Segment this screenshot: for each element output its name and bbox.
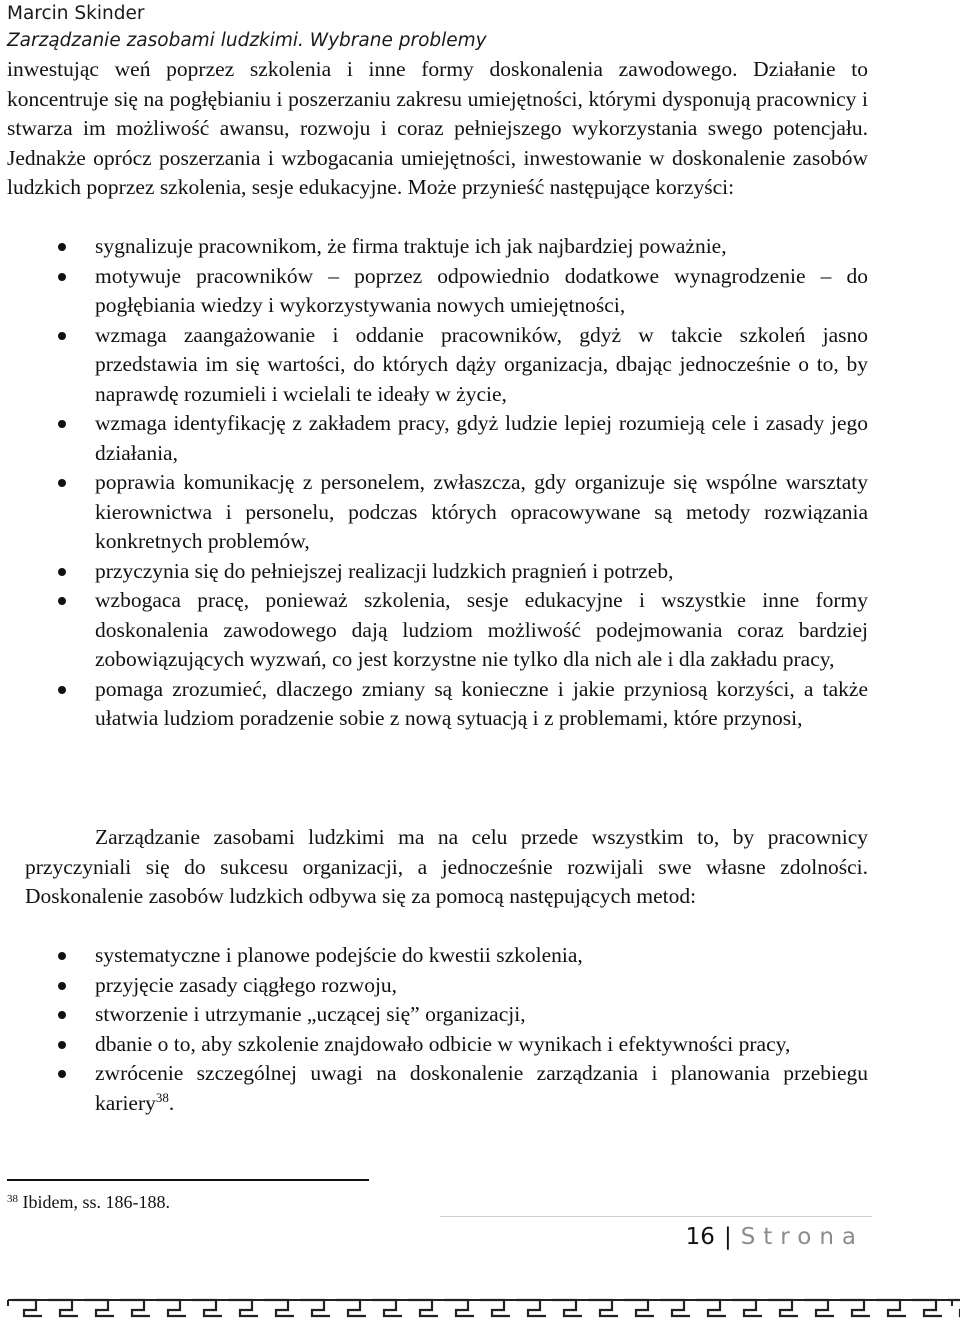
border-cell (876, 1300, 906, 1316)
border-cell (264, 1300, 294, 1316)
list-item-text: dbanie o to, aby szkolenie znajdowało odbicie w wynikach i efektywności pracy, (95, 1031, 791, 1056)
border-cell (408, 1300, 438, 1316)
list-item-text: przyjęcie zasady ciągłego rozwoju, (95, 972, 398, 997)
list-item-text: pomaga zrozumieć, dlaczego zmiany są konieczne i jakie przyniosą korzyści, a także ułatwia ludziom poradzenie sobie z nową sytuacją i z problemami, które przynosi, (95, 676, 868, 730)
list-item-end: . (168, 1090, 175, 1115)
list-item (0, 941, 868, 971)
bullet-icon (58, 1041, 66, 1049)
bullet-icon (58, 243, 66, 251)
page-number-value: 16 (685, 1224, 715, 1250)
footnote-reference[interactable]: 38 (155, 1089, 169, 1105)
border-cell (192, 1300, 222, 1316)
list-item (0, 321, 868, 410)
border-cell (732, 1300, 762, 1316)
border-cell (552, 1300, 582, 1316)
list-item (0, 1030, 868, 1060)
list-item (0, 1000, 868, 1030)
list-item (0, 232, 868, 262)
list-item-text: sygnalizuje pracownikom, że firma traktuje ich jak najbardziej poważnie, (95, 234, 727, 258)
bullet-icon (58, 332, 66, 340)
border-cells (12, 1300, 960, 1316)
list-item (0, 971, 868, 1001)
list-item (0, 586, 868, 675)
border-cell (372, 1300, 402, 1316)
list-item-text: motywuje pracowników – poprzez odpowiednio dodatkowe wynagrodzenie – do pogłębiania wiedzy i wykorzystywania nowych umiejętności, (95, 263, 868, 317)
list-item (0, 409, 868, 468)
border-cell (156, 1300, 186, 1316)
list-item (0, 1059, 868, 1118)
bullet-icon (58, 952, 66, 960)
list-item (0, 675, 868, 734)
list-item-text: wzbogaca pracę, ponieważ szkolenia, sesje edukacyjne i wszystkie inne formy doskonalenia zawodowego dają ludziom możliwość podejmowania coraz bardziej zobowiązujących wyzwań, co jest korzystne nie tylko dla nich ale i dla zakładu pracy, (95, 588, 868, 671)
methods-list (0, 941, 868, 1118)
border-cell (912, 1300, 942, 1316)
border-cell (768, 1300, 798, 1316)
border-cell (84, 1300, 114, 1316)
border-cell (336, 1300, 366, 1316)
border-cell (48, 1300, 78, 1316)
border-cell (840, 1300, 870, 1316)
list-item-text: przyczynia się do pełniejszej realizacji ludzkich pragnień i potrzeb, (95, 558, 674, 583)
border-cell (696, 1300, 726, 1316)
border-cell (120, 1300, 150, 1316)
page-number-label: Strona (740, 1224, 864, 1250)
footnote-divider (7, 1179, 369, 1181)
border-cell (948, 1300, 960, 1316)
border-cell (588, 1300, 618, 1316)
bullet-icon (58, 273, 66, 281)
footnote-number: 38 (7, 1193, 18, 1205)
body-paragraph-2: Zarządzanie zasobami ludzkimi ma na celu przede wszystkim to, by pracownicy przyczyniali się do sukcesu organizacji, a jednocześnie rozwijali swe własne zdolności. Doskonalenie zasobów ludzkich odbywa się za pomocą następujących metod: (25, 825, 868, 908)
bullet-icon (58, 1070, 66, 1078)
header-title: Zarządzanie zasobami ludzkimi. Wybrane problemy (7, 30, 487, 51)
list-item-text: systematyczne i planowe podejście do kwestii szkolenia, (95, 943, 583, 967)
bullet-icon (58, 686, 66, 694)
bullet-icon (58, 597, 66, 605)
body-paragraph-1: inwestując weń poprzez szkolenia i inne formy doskonalenia zawodowego. Działanie to koncentruje się na pogłębianiu i poszerzaniu zakresu umiejętności, którymi dysponują pracownicy i stwarza im możliwość awansu, rozwoju i coraz pełniejszego wykorzystania swego potencjału. Jednakże oprócz poszerzania i wzbogacania umiejętności, inwestowanie w doskonalenie zasobów ludzkich poprzez szkolenia, sesje edukacyjne. Może przynieść następujące korzyści: (7, 57, 868, 199)
page-border-decoration (0, 1290, 960, 1323)
list-item-text: wzmaga identyfikację z zakładem pracy, gdyż ludzie lepiej rozumieją cele i zasady jego działania, (95, 411, 868, 465)
border-cell (444, 1300, 474, 1316)
page-number-separator: | (723, 1224, 732, 1250)
list-item (0, 262, 868, 321)
bullet-icon (58, 568, 66, 576)
page-number (686, 1222, 864, 1252)
footnote (7, 1190, 170, 1214)
list-item-text: wzmaga zaangażowanie i oddanie pracowników, gdyż w takcie szkoleń jasno przedstawia im się wartości, do których dąży organizacja, dbając jednocześnie o to, by naprawdę rozumieli i wcielali te ideały w życie, (95, 322, 868, 406)
bullet-icon (58, 982, 66, 990)
border-cell (480, 1300, 510, 1316)
list-item-text: zwrócenie szczególnej uwagi na doskonalenie zarządzania i planowania przebiegu kariery (95, 1061, 868, 1115)
border-cell (660, 1300, 690, 1316)
header-author: Marcin Skinder (7, 3, 145, 24)
pager-divider (440, 1216, 872, 1217)
border-cell (228, 1300, 258, 1316)
bullet-icon (58, 420, 66, 428)
border-cell (300, 1300, 330, 1316)
list-item-text: stworzenie i utrzymanie „uczącej się” organizacji, (95, 1002, 526, 1026)
benefits-list (0, 232, 868, 734)
page-header (7, 0, 907, 54)
border-cell (12, 1300, 42, 1316)
footnote-text: Ibidem, ss. 186-188. (18, 1192, 170, 1212)
list-item (0, 468, 868, 557)
border-cell (516, 1300, 546, 1316)
border-cell (624, 1300, 654, 1316)
list-item-text: poprawia komunikację z personelem, zwłaszcza, gdy organizuje się wspólne warsztaty kierownictwa i personelu, podczas których opracowywane są metody rozwiązania konkretnych problemów, (95, 470, 868, 553)
list-item (0, 557, 868, 587)
bullet-icon (58, 1011, 66, 1019)
bullet-icon (58, 479, 66, 487)
border-cell (804, 1300, 834, 1316)
